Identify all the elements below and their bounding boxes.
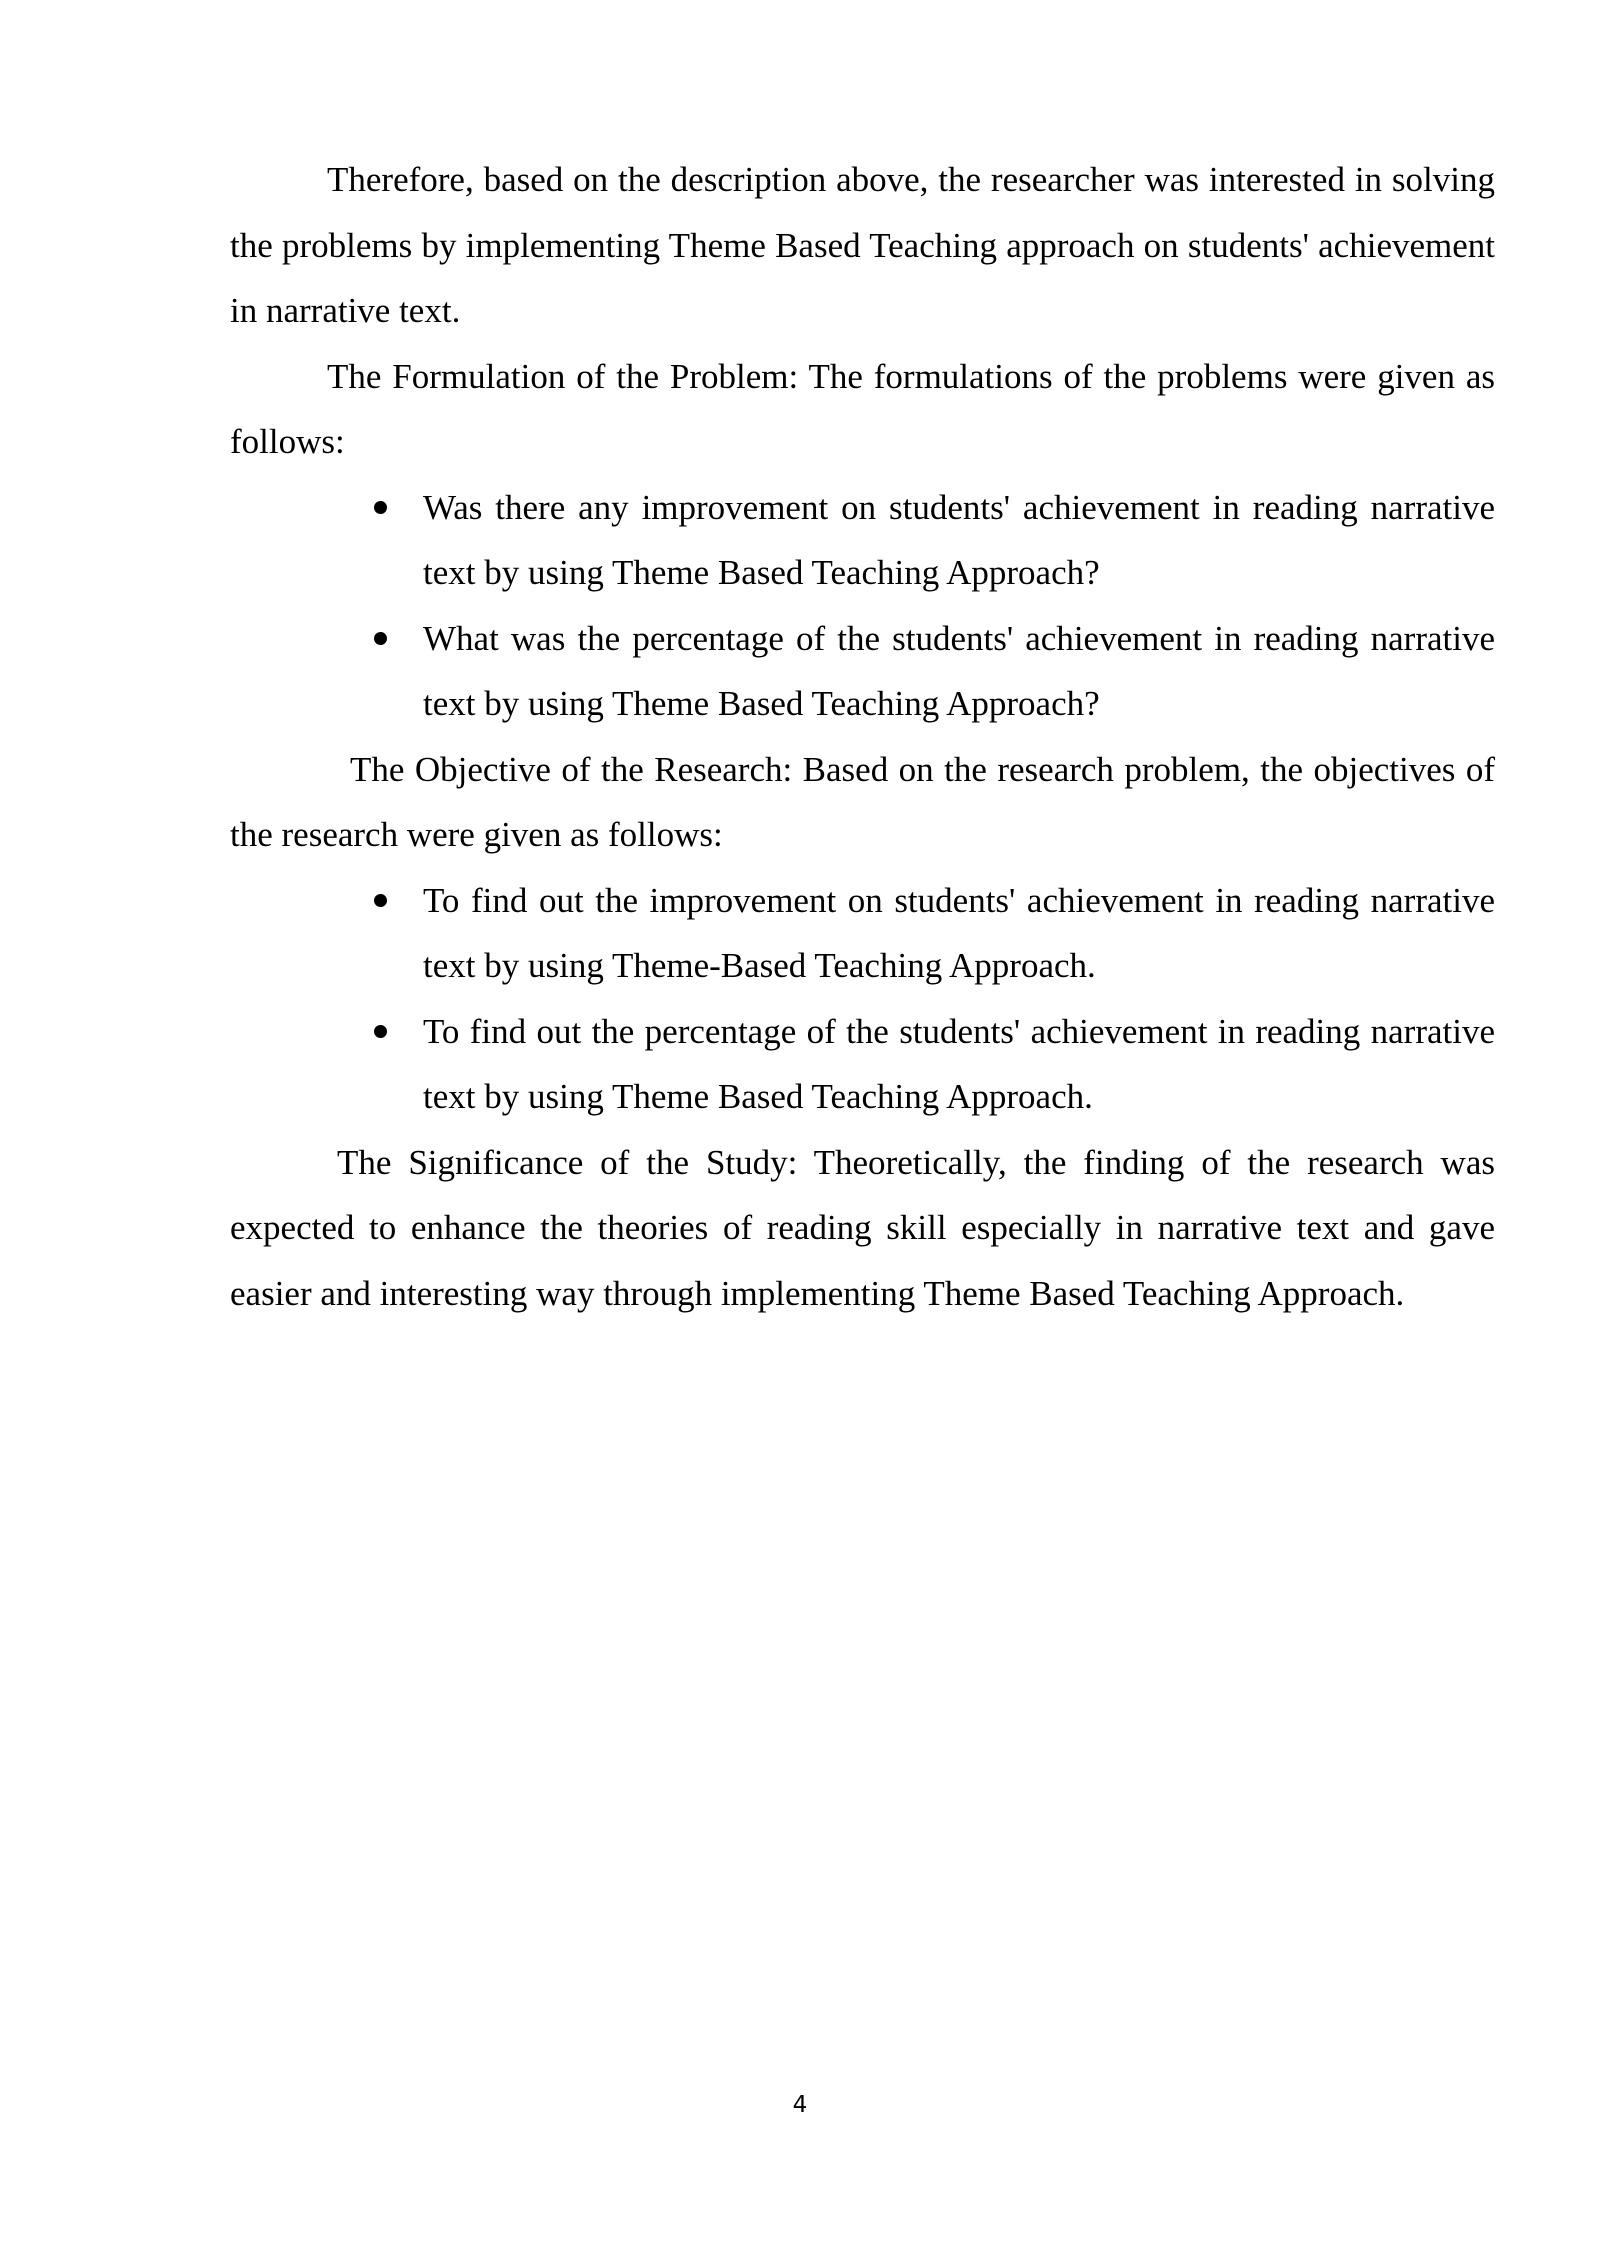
bullet-icon	[374, 894, 387, 907]
bullet-icon	[374, 632, 387, 645]
list-item	[423, 999, 1495, 1130]
list-item-text: What was the percentage of the students' achievement in reading narrative text by using Theme Based Teaching Approach?	[423, 618, 1495, 723]
paragraph-problem-formulation: The Formulation of the Problem: The formulations of the problems were given as follows:	[230, 356, 1495, 461]
list-item-text: To find out the improvement on students' achievement in reading narrative text by using Theme-Based Teaching Approach.	[423, 880, 1495, 985]
list-item	[423, 606, 1495, 737]
bullet-icon	[374, 501, 387, 514]
bullet-icon	[374, 1025, 387, 1038]
problem-list	[230, 475, 1495, 737]
list-item	[423, 475, 1495, 606]
list-item-text: To find out the percentage of the students' achievement in reading narrative text by using Theme Based Teaching Approach.	[423, 1011, 1495, 1116]
objective-list	[230, 868, 1495, 1130]
document-body	[230, 147, 1495, 1326]
list-item-text: Was there any improvement on students' achievement in reading narrative text by using Theme Based Teaching Approach?	[423, 487, 1495, 592]
list-item	[423, 868, 1495, 999]
paragraph-significance: The Significance of the Study: Theoretically, the finding of the research was expected to enhance the theories of reading skill especially in narrative text and gave easier and interesting way through implementing Theme Based Teaching Approach.	[230, 1142, 1495, 1313]
page-number: 4	[792, 2092, 808, 2118]
paragraph-research-objective: The Objective of the Research: Based on the research problem, the objectives of the research were given as follows:	[230, 749, 1495, 854]
paragraph-background: Therefore, based on the description above, the researcher was interested in solving the problems by implementing Theme Based Teaching approach on students' achievement in narrative text.	[230, 160, 1495, 330]
